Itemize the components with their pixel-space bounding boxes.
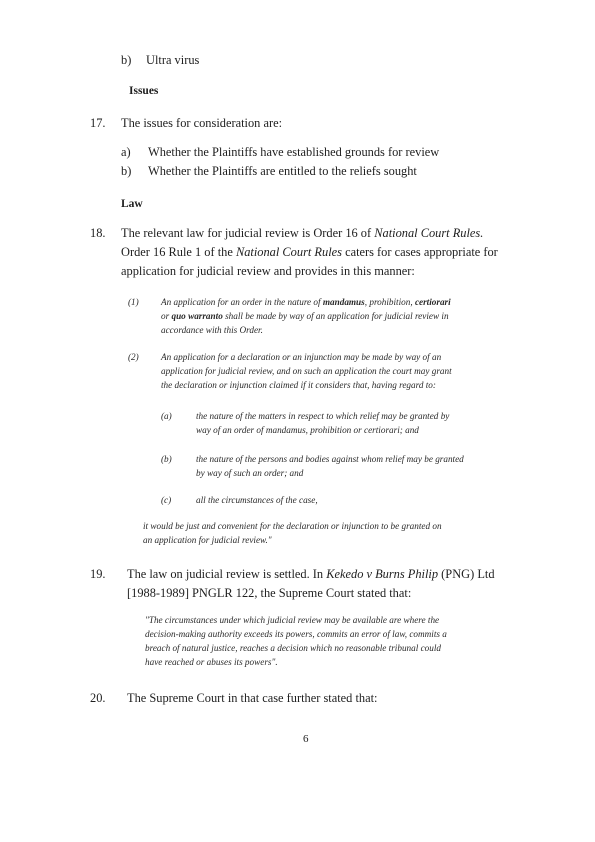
quote-line: way of an order of mandamus, prohibition or certiorari; and (196, 425, 419, 435)
paragraph-line: application for judicial review and provides in this manner: (121, 264, 415, 278)
quote-line: it would be just and convenient for the declaration or injunction to be granted on (143, 521, 442, 531)
list-item-text: Ultra virus (146, 53, 200, 67)
paragraph-line: Order 16 Rule 1 of the National Court Rules caters for cases appropriate for (121, 245, 498, 259)
quote-line: An application for an order in the nature of mandamus, prohibition, certiorari (161, 297, 451, 307)
list-item-text: Whether the Plaintiffs have established grounds for review (148, 145, 440, 159)
paragraph-line: The relevant law for judicial review is Order 16 of National Court Rules. (121, 226, 484, 240)
list-marker: b) (121, 164, 132, 178)
sub-marker: (c) (161, 495, 172, 505)
quote-line: by way of such an order; and (196, 468, 304, 478)
sub-marker: (b) (161, 454, 172, 464)
sub-marker: (a) (161, 411, 172, 421)
rule-number: (2) (128, 352, 139, 362)
section-heading-law: Law (121, 198, 143, 210)
rule-number: (1) (128, 297, 139, 307)
paragraph-text: The Supreme Court in that case further stated that: (127, 691, 378, 705)
quote-line: An application for a declaration or an injunction may be made by way of an (161, 352, 442, 362)
paragraph-number: 18. (90, 226, 106, 240)
quote-line: the nature of the matters in respect to which relief may be granted by (196, 411, 450, 421)
quote-line: breach of natural justice, reaches a decision which no reasonable tribunal could (145, 643, 441, 653)
page-number: 6 (303, 733, 309, 745)
quote-line: or quo warranto shall be made by way of an application for judicial review in (161, 311, 449, 321)
quote-line: the declaration or injunction claimed if it considers that, having regard to: (161, 380, 436, 390)
list-marker: a) (121, 145, 131, 159)
paragraph-text: The issues for consideration are: (121, 116, 283, 130)
paragraph-line: [1988-1989] PNGLR 122, the Supreme Court stated that: (127, 586, 412, 600)
quote-line: application for judicial review, and on such an application the court may grant (161, 366, 452, 376)
paragraph-number: 19. (90, 567, 106, 581)
paragraph-number: 20. (90, 691, 106, 705)
quote-line: accordance with this Order. (161, 325, 263, 335)
quote-line: "The circumstances under which judicial review may be available are where the (145, 615, 440, 625)
quote-line: the nature of the persons and bodies against whom relief may be granted (196, 454, 464, 464)
list-marker: b) (121, 53, 132, 67)
paragraph-number: 17. (90, 116, 106, 130)
quote-line: decision-making authority exceeds its powers, commits an error of law, commits a (145, 629, 447, 639)
paragraph-line: The law on judicial review is settled. In Kekedo v Burns Philip (PNG) Ltd (127, 567, 495, 581)
quote-line: all the circumstances of the case, (196, 495, 318, 505)
quote-line: have reached or abuses its powers". (145, 657, 278, 667)
quote-line: an application for judicial review." (143, 535, 272, 545)
list-item-text: Whether the Plaintiffs are entitled to the reliefs sought (148, 164, 417, 178)
section-heading-issues: Issues (129, 85, 159, 97)
